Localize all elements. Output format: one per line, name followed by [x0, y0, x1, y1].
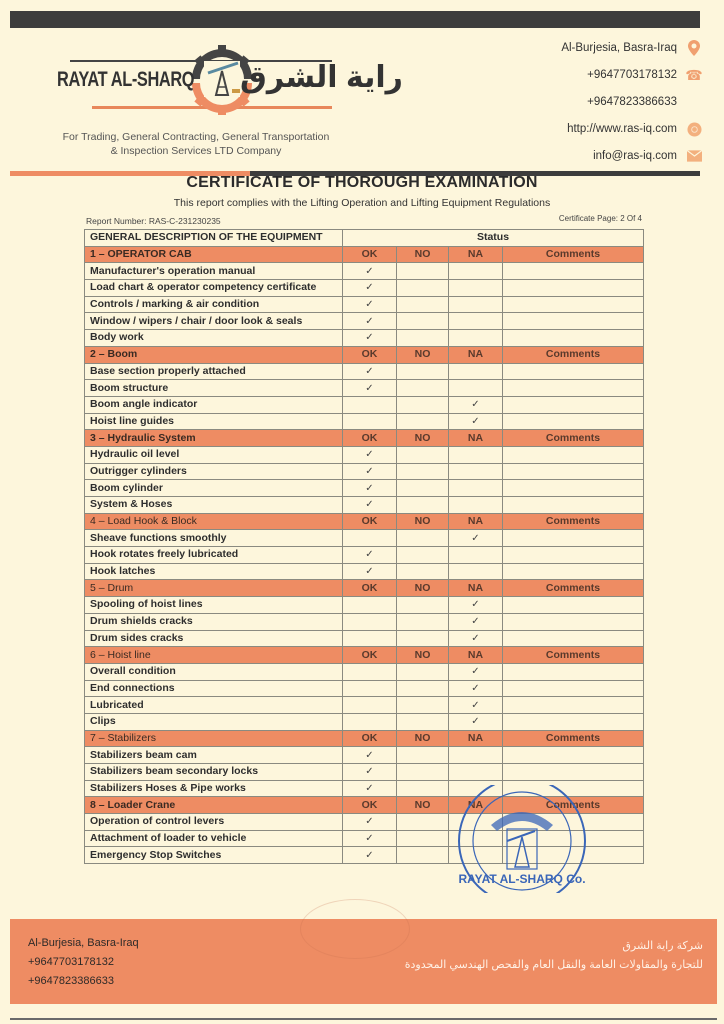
- column-ok-label: OK: [343, 730, 397, 747]
- footer-phone-2[interactable]: +9647823386633: [28, 975, 114, 987]
- status-cell-ok[interactable]: [343, 363, 397, 380]
- status-cell-na[interactable]: [449, 296, 503, 313]
- status-cell-na[interactable]: [449, 313, 503, 330]
- contact-address: [561, 36, 702, 60]
- status-cell-ok[interactable]: [343, 680, 397, 697]
- item-label: Manufacturer's operation manual: [85, 263, 343, 280]
- status-cell-no[interactable]: [397, 713, 449, 730]
- telephone-icon: ☎: [685, 66, 703, 83]
- location-pin-icon: [686, 40, 702, 56]
- item-label: Operation of control levers: [85, 814, 343, 831]
- comments-cell[interactable]: [503, 764, 644, 781]
- status-cell-na[interactable]: [449, 396, 503, 413]
- comments-cell[interactable]: [503, 463, 644, 480]
- item-label: Lubricated: [85, 697, 343, 714]
- section-title: 5 – Drum: [85, 580, 343, 597]
- table-row: [85, 597, 644, 614]
- item-label: Controls / marking & air condition: [85, 296, 343, 313]
- table-row: [85, 413, 644, 430]
- status-cell-na[interactable]: [449, 563, 503, 580]
- column-comments-label: Comments: [503, 647, 644, 664]
- table-row: [85, 747, 644, 764]
- item-label: Outrigger cylinders: [85, 463, 343, 480]
- item-label: Stabilizers beam secondary locks: [85, 764, 343, 781]
- section-title: 3 – Hydraulic System: [85, 430, 343, 447]
- checkmark-icon: ✓: [365, 449, 374, 461]
- top-dark-bar: [10, 11, 700, 28]
- header-description: GENERAL DESCRIPTION OF THE EQUIPMENT: [85, 230, 343, 247]
- status-cell-ok[interactable]: [343, 330, 397, 347]
- footer-arabic-name: شركة راية الشرق: [622, 940, 703, 952]
- column-na-label: NA: [449, 346, 503, 363]
- checkmark-icon: ✓: [365, 566, 374, 578]
- comments-cell[interactable]: [503, 597, 644, 614]
- checkmark-icon: ✓: [365, 315, 374, 327]
- status-cell-no[interactable]: [397, 747, 449, 764]
- section-title: 7 – Stabilizers: [85, 730, 343, 747]
- status-cell-no[interactable]: [397, 363, 449, 380]
- column-comments-label: Comments: [503, 513, 644, 530]
- status-cell-na[interactable]: [449, 280, 503, 297]
- status-cell-na[interactable]: [449, 263, 503, 280]
- item-label: Boom structure: [85, 380, 343, 397]
- status-cell-ok[interactable]: [343, 597, 397, 614]
- checkmark-icon: ✓: [365, 282, 374, 294]
- checkmark-icon: ✓: [365, 299, 374, 311]
- table-row: [85, 697, 644, 714]
- column-no-label: NO: [397, 647, 449, 664]
- comments-cell[interactable]: [503, 497, 644, 514]
- table-row: [85, 296, 644, 313]
- table-row: [85, 363, 644, 380]
- comments-cell[interactable]: [503, 296, 644, 313]
- column-ok-label: OK: [343, 797, 397, 814]
- comments-cell[interactable]: [503, 680, 644, 697]
- checkmark-icon: ✓: [471, 699, 480, 711]
- comments-cell[interactable]: [503, 313, 644, 330]
- table-row: [85, 713, 644, 730]
- table-row: [85, 263, 644, 280]
- section-header-row: [85, 246, 644, 263]
- footer-arabic-company: [405, 937, 703, 975]
- checkmark-icon: ✓: [365, 482, 374, 494]
- table-row: [85, 313, 644, 330]
- status-cell-ok[interactable]: [343, 630, 397, 647]
- checkmark-icon: ✓: [365, 365, 374, 377]
- comments-cell[interactable]: [503, 547, 644, 564]
- comments-cell[interactable]: [503, 280, 644, 297]
- item-label: Window / wipers / chair / door look & seals: [85, 313, 343, 330]
- table-row: [85, 330, 644, 347]
- status-cell-na[interactable]: [449, 330, 503, 347]
- item-label: System & Hoses: [85, 497, 343, 514]
- status-cell-na[interactable]: [449, 663, 503, 680]
- status-cell-no[interactable]: [397, 597, 449, 614]
- status-cell-ok[interactable]: [343, 547, 397, 564]
- tagline-line-2: & Inspection Services LTD Company: [110, 145, 282, 157]
- section-header-row: [85, 346, 644, 363]
- status-cell-ok[interactable]: [343, 563, 397, 580]
- status-cell-ok[interactable]: [343, 814, 397, 831]
- table-row: [85, 480, 644, 497]
- status-cell-no[interactable]: [397, 814, 449, 831]
- status-cell-ok[interactable]: [343, 396, 397, 413]
- comments-cell[interactable]: [503, 563, 644, 580]
- contact-phone-1: [561, 63, 702, 87]
- comments-cell[interactable]: [503, 530, 644, 547]
- status-cell-no[interactable]: [397, 280, 449, 297]
- contact-phone-2: [561, 90, 702, 114]
- checkmark-icon: ✓: [471, 532, 480, 544]
- section-title: 6 – Hoist line: [85, 647, 343, 664]
- item-label: Hook latches: [85, 563, 343, 580]
- item-label: Overall condition: [85, 663, 343, 680]
- status-cell-ok[interactable]: [343, 697, 397, 714]
- column-comments-label: Comments: [503, 346, 644, 363]
- column-ok-label: OK: [343, 246, 397, 263]
- status-cell-no[interactable]: [397, 263, 449, 280]
- checkmark-icon: ✓: [365, 849, 374, 861]
- column-no-label: NO: [397, 346, 449, 363]
- column-no-label: NO: [397, 430, 449, 447]
- status-cell-ok[interactable]: [343, 313, 397, 330]
- column-comments-label: Comments: [503, 730, 644, 747]
- status-cell-ok[interactable]: [343, 764, 397, 781]
- status-cell-ok[interactable]: [343, 413, 397, 430]
- column-na-label: NA: [449, 647, 503, 664]
- status-cell-no[interactable]: [397, 780, 449, 797]
- column-na-label: NA: [449, 797, 503, 814]
- item-label: Boom cylinder: [85, 480, 343, 497]
- column-comments-label: Comments: [503, 580, 644, 597]
- section-header-row: [85, 730, 644, 747]
- contact-website: [561, 117, 702, 141]
- website-link[interactable]: http://www.ras-iq.com: [567, 123, 677, 135]
- status-cell-no[interactable]: [397, 613, 449, 630]
- table-row: [85, 396, 644, 413]
- status-cell-na[interactable]: [449, 597, 503, 614]
- column-ok-label: OK: [343, 346, 397, 363]
- status-cell-ok[interactable]: [343, 747, 397, 764]
- table-row: [85, 463, 644, 480]
- table-row: [85, 764, 644, 781]
- item-label: Emergency Stop Switches: [85, 847, 343, 864]
- status-cell-ok[interactable]: [343, 380, 397, 397]
- status-cell-na[interactable]: [449, 497, 503, 514]
- column-comments-label: Comments: [503, 797, 644, 814]
- comments-cell[interactable]: [503, 613, 644, 630]
- item-label: Hydraulic oil level: [85, 446, 343, 463]
- column-no-label: NO: [397, 730, 449, 747]
- status-cell-na[interactable]: [449, 480, 503, 497]
- table-row: [85, 630, 644, 647]
- checkmark-icon: ✓: [365, 382, 374, 394]
- comments-cell[interactable]: [503, 747, 644, 764]
- column-no-label: NO: [397, 246, 449, 263]
- footer-band: [10, 919, 717, 1004]
- status-cell-ok[interactable]: [343, 530, 397, 547]
- svg-text:RAYAT AL-SHARQ Co.: RAYAT AL-SHARQ Co.: [458, 872, 586, 886]
- comments-cell[interactable]: [503, 413, 644, 430]
- column-ok-label: OK: [343, 647, 397, 664]
- table-row: [85, 280, 644, 297]
- column-no-label: NO: [397, 580, 449, 597]
- status-cell-no[interactable]: [397, 663, 449, 680]
- footer-contacts: [28, 934, 139, 991]
- checkmark-icon: ✓: [471, 415, 480, 427]
- column-comments-label: Comments: [503, 430, 644, 447]
- footer-address: Al-Burjesia, Basra-Iraq: [28, 937, 139, 949]
- checkmark-icon: ✓: [365, 833, 374, 845]
- status-cell-no[interactable]: [397, 530, 449, 547]
- status-cell-na[interactable]: [449, 446, 503, 463]
- status-cell-na[interactable]: [449, 747, 503, 764]
- table-row: [85, 563, 644, 580]
- comments-cell[interactable]: [503, 713, 644, 730]
- item-label: Clips: [85, 713, 343, 730]
- table-row: [85, 446, 644, 463]
- table-row: [85, 680, 644, 697]
- status-cell-no[interactable]: [397, 296, 449, 313]
- status-cell-no[interactable]: [397, 830, 449, 847]
- table-row: [85, 613, 644, 630]
- item-label: Boom angle indicator: [85, 396, 343, 413]
- status-cell-na[interactable]: [449, 697, 503, 714]
- item-label: End connections: [85, 680, 343, 697]
- section-title: 8 – Loader Crane: [85, 797, 343, 814]
- status-cell-na[interactable]: [449, 630, 503, 647]
- column-na-label: NA: [449, 430, 503, 447]
- item-label: Drum shields cracks: [85, 613, 343, 630]
- status-cell-na[interactable]: [449, 380, 503, 397]
- status-cell-no[interactable]: [397, 680, 449, 697]
- item-label: Load chart & operator competency certificate: [85, 280, 343, 297]
- footer-phone-1[interactable]: +9647703178132: [28, 956, 114, 968]
- envelope-icon: [686, 148, 702, 164]
- contact-block: [561, 36, 702, 171]
- document-subtitle: This report complies with the Lifting Operation and Lifting Equipment Regulations: [173, 197, 551, 209]
- item-label: Stabilizers Hoses & Pipe works: [85, 780, 343, 797]
- status-cell-no[interactable]: [397, 547, 449, 564]
- status-cell-no[interactable]: [397, 313, 449, 330]
- status-cell-ok[interactable]: [343, 446, 397, 463]
- status-cell-no[interactable]: [397, 847, 449, 864]
- status-cell-ok[interactable]: [343, 463, 397, 480]
- item-label: Attachment of loader to vehicle: [85, 830, 343, 847]
- company-logo: [52, 34, 403, 124]
- comments-cell[interactable]: [503, 663, 644, 680]
- brand-name-arabic: راية الشرق: [240, 61, 403, 94]
- status-cell-ok[interactable]: [343, 830, 397, 847]
- status-cell-no[interactable]: [397, 446, 449, 463]
- checkmark-icon: ✓: [365, 332, 374, 344]
- comments-cell[interactable]: [503, 396, 644, 413]
- status-cell-ok[interactable]: [343, 497, 397, 514]
- column-ok-label: OK: [343, 430, 397, 447]
- item-label: Drum sides cracks: [85, 630, 343, 647]
- status-cell-ok[interactable]: [343, 713, 397, 730]
- brand-name-english: RAYAT AL-SHARQ: [57, 68, 195, 91]
- contact-email: [561, 144, 702, 168]
- column-ok-label: OK: [343, 580, 397, 597]
- status-cell-ok[interactable]: [343, 613, 397, 630]
- status-cell-no[interactable]: [397, 497, 449, 514]
- table-row: [85, 380, 644, 397]
- status-cell-ok[interactable]: [343, 480, 397, 497]
- checkmark-icon: ✓: [471, 616, 480, 628]
- checkmark-icon: ✓: [471, 599, 480, 611]
- status-cell-no[interactable]: [397, 396, 449, 413]
- status-cell-na[interactable]: [449, 530, 503, 547]
- status-cell-na[interactable]: [449, 680, 503, 697]
- table-row: [85, 530, 644, 547]
- address-text: Al-Burjesia, Basra-Iraq: [561, 42, 677, 54]
- status-cell-na[interactable]: [449, 547, 503, 564]
- item-label: Hook rotates freely lubricated: [85, 547, 343, 564]
- item-label: Sheave functions smoothly: [85, 530, 343, 547]
- checkmark-icon: ✓: [365, 499, 374, 511]
- item-label: Body work: [85, 330, 343, 347]
- checkmark-icon: ✓: [365, 766, 374, 778]
- column-na-label: NA: [449, 580, 503, 597]
- column-ok-label: OK: [343, 513, 397, 530]
- section-header-row: [85, 580, 644, 597]
- status-cell-no[interactable]: [397, 480, 449, 497]
- column-no-label: NO: [397, 797, 449, 814]
- status-cell-no[interactable]: [397, 563, 449, 580]
- phone-1-link[interactable]: +9647703178132: [587, 69, 677, 81]
- column-na-label: NA: [449, 246, 503, 263]
- report-number: Report Number: RAS-C-231230235: [86, 216, 221, 226]
- comments-cell[interactable]: [503, 263, 644, 280]
- status-cell-no[interactable]: [397, 697, 449, 714]
- comments-cell[interactable]: [503, 363, 644, 380]
- status-cell-na[interactable]: [449, 463, 503, 480]
- company-tagline: [40, 130, 352, 158]
- status-cell-ok[interactable]: [343, 663, 397, 680]
- column-comments-label: Comments: [503, 246, 644, 263]
- status-cell-na[interactable]: [449, 363, 503, 380]
- globe-icon: [686, 121, 702, 137]
- status-cell-na[interactable]: [449, 713, 503, 730]
- phone-2-link[interactable]: +9647823386633: [587, 96, 677, 108]
- section-header-row: [85, 430, 644, 447]
- item-label: Stabilizers beam cam: [85, 747, 343, 764]
- status-cell-ok[interactable]: [343, 280, 397, 297]
- status-cell-ok[interactable]: [343, 780, 397, 797]
- checkmark-icon: ✓: [471, 399, 480, 411]
- examination-table: [84, 229, 644, 864]
- status-cell-ok[interactable]: [343, 263, 397, 280]
- status-cell-no[interactable]: [397, 380, 449, 397]
- section-header-row: [85, 647, 644, 664]
- item-label: Base section properly attached: [85, 363, 343, 380]
- footer-arabic-description: للتجارة والمقاولات العامة والنقل العام والفحص الهندسي المحدودة: [404, 959, 703, 971]
- faded-stamp-mark: [300, 899, 410, 959]
- certificate-page: Certificate Page: 2 Of 4: [558, 214, 642, 223]
- comments-cell[interactable]: [503, 480, 644, 497]
- document-title: CERTIFICATE OF THOROUGH EXAMINATION: [186, 174, 538, 191]
- checkmark-icon: ✓: [365, 265, 374, 277]
- section-title: 1 – OPERATOR CAB: [85, 246, 343, 263]
- comments-cell[interactable]: [503, 380, 644, 397]
- status-cell-no[interactable]: [397, 330, 449, 347]
- checkmark-icon: ✓: [471, 682, 480, 694]
- status-cell-no[interactable]: [397, 463, 449, 480]
- comments-cell[interactable]: [503, 630, 644, 647]
- checkmark-icon: ✓: [471, 666, 480, 678]
- tagline-line-1: For Trading, General Contracting, General Transportation: [62, 131, 330, 143]
- table-row: [85, 547, 644, 564]
- status-cell-ok[interactable]: [343, 847, 397, 864]
- section-header-row: [85, 513, 644, 530]
- checkmark-icon: ✓: [365, 816, 374, 828]
- column-na-label: NA: [449, 730, 503, 747]
- checkmark-icon: ✓: [365, 549, 374, 561]
- table-header-row: [85, 230, 644, 247]
- table-row: [85, 663, 644, 680]
- section-title: 2 – Boom: [85, 346, 343, 363]
- table-row: [85, 497, 644, 514]
- bottom-rule: [10, 1018, 717, 1020]
- status-cell-ok[interactable]: [343, 296, 397, 313]
- status-cell-no[interactable]: [397, 630, 449, 647]
- company-stamp: [455, 785, 590, 893]
- item-label: Hoist line guides: [85, 413, 343, 430]
- status-cell-na[interactable]: [449, 613, 503, 630]
- section-title: 4 – Load Hook & Block: [85, 513, 343, 530]
- checkmark-icon: ✓: [471, 716, 480, 728]
- header-status: Status: [343, 230, 644, 247]
- column-na-label: NA: [449, 513, 503, 530]
- checkmark-icon: ✓: [471, 632, 480, 644]
- comments-cell[interactable]: [503, 330, 644, 347]
- item-label: Spooling of hoist lines: [85, 597, 343, 614]
- checkmark-icon: ✓: [365, 783, 374, 795]
- status-cell-no[interactable]: [397, 413, 449, 430]
- checkmark-icon: ✓: [365, 749, 374, 761]
- checkmark-icon: ✓: [365, 465, 374, 477]
- comments-cell[interactable]: [503, 697, 644, 714]
- comments-cell[interactable]: [503, 446, 644, 463]
- email-link[interactable]: info@ras-iq.com: [593, 150, 677, 162]
- column-no-label: NO: [397, 513, 449, 530]
- status-cell-na[interactable]: [449, 413, 503, 430]
- status-cell-na[interactable]: [449, 764, 503, 781]
- status-cell-no[interactable]: [397, 764, 449, 781]
